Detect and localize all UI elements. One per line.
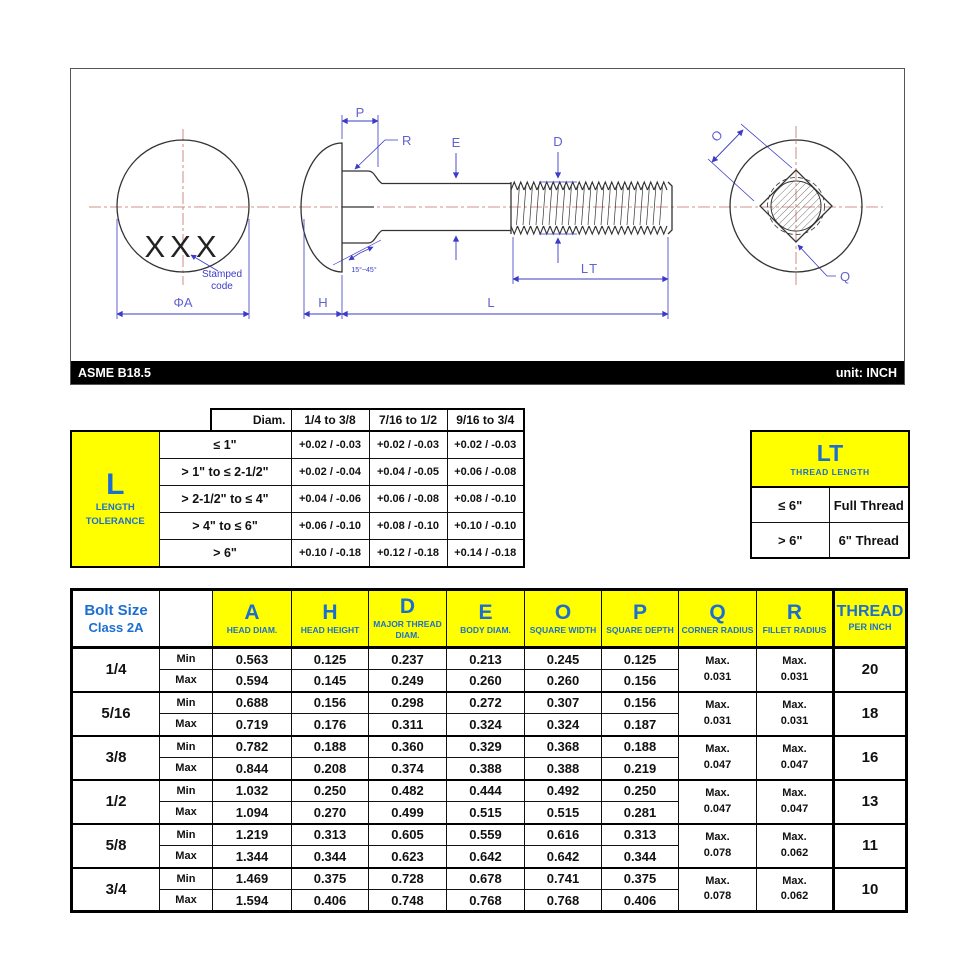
- value-cell: 0.594: [213, 670, 292, 692]
- value-cell: 0.313: [602, 824, 679, 846]
- value-cell: 0.515: [525, 802, 602, 824]
- dim-label-l: L: [487, 295, 495, 310]
- value-cell: 0.311: [369, 714, 447, 736]
- length-range: > 2-1/2" to ≤ 4": [159, 486, 291, 513]
- value-cell: 0.324: [525, 714, 602, 736]
- value-cell: 1.032: [213, 780, 292, 802]
- value-cell: 0.208: [292, 758, 369, 780]
- max-label: Max: [160, 890, 213, 912]
- table-row: [71, 431, 524, 459]
- value-cell: 0.250: [292, 780, 369, 802]
- corner-radius-cell: Max. 0.078: [679, 824, 757, 868]
- value-cell: 0.156: [292, 692, 369, 714]
- value-cell: 0.270: [292, 802, 369, 824]
- value-cell: 0.741: [525, 868, 602, 890]
- table-row: [72, 648, 907, 670]
- bolt-size: 1/2: [72, 780, 160, 824]
- value-cell: 0.344: [602, 846, 679, 868]
- tolerance-value: +0.12 / -0.18: [369, 540, 447, 568]
- tolerance-value: +0.04 / -0.06: [291, 486, 369, 513]
- length-tolerance-letter: L: [106, 467, 125, 501]
- corner-radius-cell: Max. 0.031: [679, 692, 757, 736]
- table-row: [751, 487, 909, 523]
- min-label: Min: [160, 736, 213, 758]
- bolt-size: 5/16: [72, 692, 160, 736]
- stamped-code-label-line2: code: [211, 281, 233, 292]
- value-cell: 0.260: [447, 670, 525, 692]
- stamp-text: XXX: [144, 229, 222, 264]
- thread-per-inch-cell: 10: [834, 868, 907, 912]
- value-cell: 0.559: [447, 824, 525, 846]
- tolerance-value: +0.02 / -0.03: [447, 431, 524, 459]
- table-row: [72, 692, 907, 714]
- dim-label-h: H: [318, 295, 328, 310]
- bolt-size-title: Bolt Size: [84, 601, 148, 619]
- tolerance-value: +0.06 / -0.10: [291, 513, 369, 540]
- tolerance-value: +0.06 / -0.08: [369, 486, 447, 513]
- col-header-h: H HEAD HEIGHT: [292, 590, 369, 648]
- fillet-radius-cell: Max. 0.047: [757, 780, 834, 824]
- value-cell: 0.642: [447, 846, 525, 868]
- value-cell: 0.298: [369, 692, 447, 714]
- length-range: > 4" to ≤ 6": [159, 513, 291, 540]
- value-cell: 0.515: [447, 802, 525, 824]
- value-cell: 0.406: [292, 890, 369, 912]
- unit-label: unit: INCH: [835, 365, 897, 380]
- fillet-radius-cell: Max. 0.047: [757, 736, 834, 780]
- value-cell: 0.406: [602, 890, 679, 912]
- min-label: Min: [160, 868, 213, 890]
- bolt-size: 3/4: [72, 868, 160, 912]
- dim-label-o: O: [707, 126, 726, 145]
- thread-length-header: [751, 431, 909, 487]
- value-cell: 0.678: [447, 868, 525, 890]
- value-cell: 0.719: [213, 714, 292, 736]
- fillet-radius-cell: Max. 0.031: [757, 648, 834, 692]
- min-label: Min: [160, 824, 213, 846]
- value-cell: 0.388: [447, 758, 525, 780]
- bolt-size: 3/8: [72, 736, 160, 780]
- dim-label-p: P: [355, 105, 365, 120]
- fillet-radius-cell: Max. 0.031: [757, 692, 834, 736]
- col-header-r: R FILLET RADIUS: [757, 590, 834, 648]
- diam-col-0: 1/4 to 3/8: [291, 409, 369, 431]
- bolt-size: 1/4: [72, 648, 160, 692]
- value-cell: 0.728: [369, 868, 447, 890]
- length-range: > 6": [159, 540, 291, 568]
- length-tolerance-title-cell: [71, 431, 159, 567]
- max-label: Max: [160, 802, 213, 824]
- min-label: Min: [160, 648, 213, 670]
- value-cell: 0.768: [525, 890, 602, 912]
- value-cell: 0.616: [525, 824, 602, 846]
- value-cell: 0.250: [602, 780, 679, 802]
- thread-per-inch-cell: 20: [834, 648, 907, 692]
- min-label: Min: [160, 692, 213, 714]
- value-cell: 0.176: [292, 714, 369, 736]
- value-cell: 0.329: [447, 736, 525, 758]
- minmax-header-blank: [160, 590, 213, 648]
- value-cell: 0.374: [369, 758, 447, 780]
- length-range: ≤ 1": [159, 431, 291, 459]
- value-cell: 1.594: [213, 890, 292, 912]
- value-cell: 0.375: [602, 868, 679, 890]
- value-cell: 0.156: [602, 670, 679, 692]
- value-cell: 0.237: [369, 648, 447, 670]
- value-cell: 1.469: [213, 868, 292, 890]
- value-cell: 0.219: [602, 758, 679, 780]
- col-header-d: D MAJOR THREAD DIAM.: [369, 590, 447, 648]
- col-header-o: O SQUARE WIDTH: [525, 590, 602, 648]
- max-label: Max: [160, 758, 213, 780]
- value-cell: 1.219: [213, 824, 292, 846]
- col-header-p: P SQUARE DEPTH: [602, 590, 679, 648]
- col-header-e: E BODY DIAM.: [447, 590, 525, 648]
- max-label: Max: [160, 846, 213, 868]
- value-cell: 0.499: [369, 802, 447, 824]
- table-row: [72, 824, 907, 846]
- bolt-size: 5/8: [72, 824, 160, 868]
- value-cell: 0.605: [369, 824, 447, 846]
- length-tolerance-sub2: TOLERANCE: [85, 516, 145, 527]
- value-cell: 0.188: [602, 736, 679, 758]
- standard-bar: [71, 361, 904, 384]
- thread-length-subtitle: THREAD LENGTH: [790, 466, 870, 477]
- thread-length-value: Full Thread: [829, 487, 909, 523]
- value-cell: 0.188: [292, 736, 369, 758]
- value-cell: 0.782: [213, 736, 292, 758]
- corner-radius-cell: Max. 0.047: [679, 780, 757, 824]
- drawing-panel: [70, 68, 905, 385]
- thread-length-condition: > 6": [751, 523, 829, 559]
- value-cell: 0.642: [525, 846, 602, 868]
- length-tolerance-diam-header: [210, 408, 525, 432]
- corner-radius-cell: Max. 0.078: [679, 868, 757, 912]
- dim-label-lt: LT: [580, 261, 600, 276]
- value-cell: 0.375: [292, 868, 369, 890]
- tolerance-value: +0.10 / -0.18: [291, 540, 369, 568]
- col-header-q: Q CORNER RADIUS: [679, 590, 757, 648]
- thread-section: [511, 182, 667, 234]
- corner-radius-cell: Max. 0.047: [679, 736, 757, 780]
- value-cell: 1.344: [213, 846, 292, 868]
- length-tolerance-table: [70, 430, 525, 568]
- stamped-code-label-line1: Stamped: [201, 269, 243, 280]
- fillet-radius-cell: Max. 0.062: [757, 824, 834, 868]
- value-cell: 0.249: [369, 670, 447, 692]
- min-label: Min: [160, 780, 213, 802]
- tolerance-value: +0.06 / -0.08: [447, 459, 524, 486]
- dim-label-d: D: [553, 134, 563, 149]
- tolerance-value: +0.10 / -0.10: [447, 513, 524, 540]
- diam-col-1: 7/16 to 1/2: [369, 409, 447, 431]
- value-cell: 0.360: [369, 736, 447, 758]
- value-cell: 0.344: [292, 846, 369, 868]
- tolerance-value: +0.08 / -0.10: [447, 486, 524, 513]
- value-cell: 0.768: [447, 890, 525, 912]
- value-cell: 0.313: [292, 824, 369, 846]
- angle-note: 15°~45°: [351, 267, 377, 274]
- table-row: [72, 780, 907, 802]
- fillet-radius-cell: Max. 0.062: [757, 868, 834, 912]
- value-cell: 0.368: [525, 736, 602, 758]
- dim-label-phi-a: ΦA: [173, 295, 193, 310]
- bolt-spec-table: [70, 588, 908, 913]
- value-cell: 0.281: [602, 802, 679, 824]
- table-row: [751, 523, 909, 559]
- tolerance-value: +0.08 / -0.10: [369, 513, 447, 540]
- value-cell: 0.272: [447, 692, 525, 714]
- value-cell: 0.748: [369, 890, 447, 912]
- dim-label-r: R: [402, 133, 412, 148]
- max-label: Max: [160, 714, 213, 736]
- thread-per-inch-cell: 16: [834, 736, 907, 780]
- tolerance-value: +0.02 / -0.04: [291, 459, 369, 486]
- diam-col-2: 9/16 to 3/4: [447, 409, 524, 431]
- value-cell: 0.388: [525, 758, 602, 780]
- thread-length-condition: ≤ 6": [751, 487, 829, 523]
- bolt-size-subtitle: Class 2A: [88, 619, 144, 635]
- value-cell: 0.623: [369, 846, 447, 868]
- length-range: > 1" to ≤ 2-1/2": [159, 459, 291, 486]
- value-cell: 0.125: [602, 648, 679, 670]
- tolerance-value: +0.02 / -0.03: [291, 431, 369, 459]
- value-cell: 0.156: [602, 692, 679, 714]
- value-cell: 0.324: [447, 714, 525, 736]
- table-row: [72, 868, 907, 890]
- spec-header-row: [72, 590, 907, 648]
- thread-per-inch-cell: 18: [834, 692, 907, 736]
- corner-radius-cell: Max. 0.031: [679, 648, 757, 692]
- bolt-size-header: [72, 590, 160, 648]
- value-cell: 0.213: [447, 648, 525, 670]
- tolerance-value: +0.14 / -0.18: [447, 540, 524, 568]
- value-cell: 0.245: [525, 648, 602, 670]
- value-cell: 0.145: [292, 670, 369, 692]
- diam-header-cell: Diam.: [211, 409, 291, 431]
- value-cell: 0.492: [525, 780, 602, 802]
- thread-per-inch-cell: 13: [834, 780, 907, 824]
- value-cell: 1.094: [213, 802, 292, 824]
- value-cell: 0.187: [602, 714, 679, 736]
- value-cell: 0.307: [525, 692, 602, 714]
- value-cell: 0.688: [213, 692, 292, 714]
- max-label: Max: [160, 670, 213, 692]
- thread-length-table: [750, 430, 910, 559]
- tolerance-value: +0.04 / -0.05: [369, 459, 447, 486]
- table-row: [72, 736, 907, 758]
- col-header-thread: THREAD PER INCH: [834, 590, 907, 648]
- thread-length-value: 6" Thread: [829, 523, 909, 559]
- value-cell: 0.260: [525, 670, 602, 692]
- col-header-a: A HEAD DIAM.: [213, 590, 292, 648]
- thread-per-inch-cell: 11: [834, 824, 907, 868]
- dim-label-q: Q: [840, 269, 851, 284]
- value-cell: 0.482: [369, 780, 447, 802]
- value-cell: 0.125: [292, 648, 369, 670]
- value-cell: 0.444: [447, 780, 525, 802]
- length-tolerance-sub1: LENGTH: [95, 501, 135, 513]
- standard-label: ASME B18.5: [78, 365, 151, 380]
- dim-label-e: E: [451, 135, 461, 150]
- thread-length-title: LT: [816, 439, 844, 466]
- value-cell: 0.563: [213, 648, 292, 670]
- bolt-drawing: [71, 69, 904, 361]
- tolerance-value: +0.02 / -0.03: [369, 431, 447, 459]
- value-cell: 0.844: [213, 758, 292, 780]
